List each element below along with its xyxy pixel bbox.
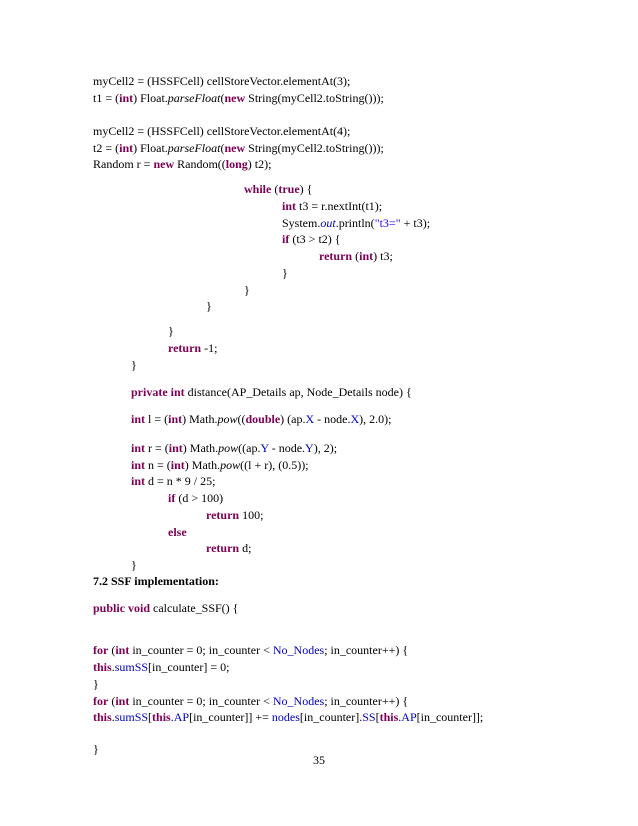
- code-token: .: [170, 710, 174, 724]
- code-line: [131, 441, 337, 456]
- code-token: long: [225, 157, 248, 171]
- code-token: ((ap.: [238, 441, 261, 455]
- code-token: ) (ap.: [280, 412, 306, 426]
- code-line: [282, 199, 382, 214]
- code-token: }: [131, 558, 137, 572]
- code-token: int: [119, 91, 134, 105]
- code-token: [in_counter].: [299, 710, 363, 724]
- code-token: t2 = (: [93, 141, 120, 155]
- code-line: [93, 601, 238, 616]
- code-token: (: [220, 91, 225, 105]
- code-token: public: [93, 601, 126, 615]
- code-token: myCell2 = (HSSFCell) cellStoreVector.elementAt(3);: [93, 74, 351, 88]
- code-line: [93, 677, 99, 692]
- code-line: [93, 124, 350, 139]
- code-token: ) {: [299, 182, 313, 196]
- code-token: AP: [173, 710, 190, 724]
- code-token: pow: [217, 412, 238, 426]
- code-line: [168, 525, 187, 540]
- code-token: }: [93, 677, 99, 691]
- code-line: [168, 491, 223, 506]
- code-token: Random((: [174, 157, 226, 171]
- code-line: [131, 474, 215, 489]
- code-token: d;: [239, 541, 252, 555]
- code-token: ((: [237, 412, 246, 426]
- code-token: SS: [362, 710, 376, 724]
- code-token: if: [168, 491, 176, 505]
- code-token: new: [224, 91, 246, 105]
- code-token: this: [152, 710, 171, 724]
- code-token: - node.: [268, 441, 306, 455]
- code-token: ) Math.: [184, 458, 221, 472]
- code-token: X: [305, 412, 315, 426]
- code-token: int: [119, 141, 134, 155]
- code-token: int: [170, 458, 185, 472]
- code-token: int: [131, 474, 146, 488]
- code-token: No_Nodes: [272, 694, 325, 708]
- code-token: Random r =: [93, 157, 154, 171]
- code-token: return: [206, 541, 240, 555]
- page-number: 35: [313, 753, 325, 767]
- code-token: nodes: [271, 710, 300, 724]
- code-token: pow: [220, 458, 241, 472]
- code-token: void: [128, 601, 151, 615]
- code-token: .: [111, 710, 115, 724]
- code-token: true: [278, 182, 300, 196]
- code-token: No_Nodes: [272, 643, 325, 657]
- code-token: myCell2 = (HSSFCell) cellStoreVector.elementAt(4);: [93, 124, 351, 138]
- code-token: ) Float.: [133, 141, 168, 155]
- code-token: }: [131, 358, 137, 372]
- code-token: return: [168, 341, 202, 355]
- code-line: [282, 216, 430, 231]
- code-line: [319, 249, 393, 264]
- code-token: int: [131, 412, 146, 426]
- code-token: return: [319, 249, 353, 263]
- code-token: [in_counter]];: [416, 710, 484, 724]
- code-token: ; in_counter++) {: [324, 694, 409, 708]
- code-token: in_counter = 0; in_counter <: [129, 643, 273, 657]
- code-token: [in_counter]] +=: [189, 710, 272, 724]
- code-token: }: [244, 283, 250, 297]
- code-token: String(myCell2.toString()));: [245, 141, 384, 155]
- code-token: - node.: [314, 412, 351, 426]
- code-line: [168, 341, 217, 356]
- code-token: int: [168, 441, 183, 455]
- code-token: ) Float.: [133, 91, 168, 105]
- code-line: [282, 232, 341, 247]
- code-token: Y: [305, 441, 314, 455]
- code-line: [244, 283, 250, 298]
- code-token: -1;: [201, 341, 218, 355]
- code-token: String(myCell2.toString()));: [245, 91, 384, 105]
- code-token: [: [148, 710, 153, 724]
- code-token: ), 2.0);: [359, 412, 392, 426]
- code-line: [206, 508, 263, 523]
- code-token: int: [115, 643, 130, 657]
- code-token: calculate_SSF() {: [150, 601, 239, 615]
- code-token: pow: [218, 441, 239, 455]
- code-token: int: [131, 441, 146, 455]
- code-token: ) t2);: [247, 157, 272, 171]
- code-token: else: [168, 525, 187, 539]
- code-token: int: [168, 412, 183, 426]
- code-token: private: [131, 385, 168, 399]
- code-token: (t3 > t2) {: [289, 232, 341, 246]
- code-line: [93, 643, 408, 658]
- code-token: .: [398, 710, 402, 724]
- code-token: 7.2 SSF implementation:: [93, 574, 219, 588]
- code-token: (: [108, 694, 116, 708]
- code-token: }: [282, 266, 288, 280]
- code-token: int: [131, 458, 146, 472]
- code-line: [93, 74, 350, 89]
- code-token: t1 = (: [93, 91, 120, 105]
- code-token: new: [224, 141, 246, 155]
- code-line: [206, 299, 212, 314]
- code-token: 100;: [239, 508, 264, 522]
- code-token: new: [153, 157, 175, 171]
- code-token: .: [111, 660, 115, 674]
- code-token: Y: [260, 441, 269, 455]
- code-token: this: [93, 660, 112, 674]
- code-token: [: [375, 710, 380, 724]
- code-line: [93, 141, 384, 156]
- code-token: int: [170, 385, 185, 399]
- code-line: [244, 182, 312, 197]
- code-line: [131, 458, 309, 473]
- code-token: return: [206, 508, 240, 522]
- code-token: (: [220, 141, 225, 155]
- code-token: ((l + r), (0.5));: [240, 458, 309, 472]
- code-line: [168, 324, 174, 339]
- code-token: double: [245, 412, 281, 426]
- code-token: d = n * 9 / 25;: [145, 474, 216, 488]
- code-token: out: [320, 216, 336, 230]
- code-line: [131, 558, 137, 573]
- code-token: in_counter = 0; in_counter <: [129, 694, 273, 708]
- section-heading: [93, 574, 219, 589]
- code-token: AP: [401, 710, 417, 724]
- code-token: ) t3;: [373, 249, 393, 263]
- code-token: int: [359, 249, 374, 263]
- code-token: ) Math.: [182, 412, 218, 426]
- code-token: }: [93, 742, 99, 756]
- code-token: + t3);: [400, 216, 431, 230]
- code-token: this: [379, 710, 399, 724]
- code-token: while: [244, 182, 272, 196]
- code-token: (: [271, 182, 279, 196]
- code-token: (: [108, 643, 116, 657]
- code-token: ), 2);: [313, 441, 338, 455]
- code-line: [93, 91, 384, 106]
- code-line: [282, 266, 288, 281]
- code-token: int: [115, 694, 130, 708]
- code-token: [in_counter] = 0;: [148, 660, 230, 674]
- code-token: (: [352, 249, 360, 263]
- code-line: [93, 694, 408, 709]
- code-token: sumSS: [114, 710, 149, 724]
- code-token: }: [206, 299, 212, 313]
- code-token: if: [282, 232, 290, 246]
- code-line: [93, 710, 483, 725]
- code-token: this: [93, 710, 112, 724]
- code-token: "t3=": [374, 216, 401, 230]
- code-token: parseFloat: [167, 91, 221, 105]
- code-token: (d > 100): [175, 491, 224, 505]
- code-token: int: [282, 199, 297, 213]
- code-token: sumSS: [114, 660, 149, 674]
- code-line: [206, 541, 251, 556]
- code-token: ) Math.: [182, 441, 219, 455]
- code-token: ; in_counter++) {: [324, 643, 409, 657]
- code-token: X: [350, 412, 360, 426]
- code-token: System.: [282, 216, 321, 230]
- code-line: [131, 412, 392, 427]
- code-token: n = (: [145, 458, 171, 472]
- code-token: l = (: [145, 412, 169, 426]
- code-token: .println(: [335, 216, 375, 230]
- code-line: [131, 358, 137, 373]
- code-line: [131, 385, 412, 400]
- code-token: for: [93, 643, 109, 657]
- code-token: distance(AP_Details ap, Node_Details node) {: [184, 385, 412, 399]
- code-token: }: [168, 324, 174, 338]
- code-line: [93, 660, 229, 675]
- code-token: r = (: [145, 441, 169, 455]
- code-token: t3 = r.nextInt(t1);: [296, 199, 383, 213]
- code-token: for: [93, 694, 109, 708]
- code-token: parseFloat: [167, 141, 221, 155]
- code-line: [93, 157, 271, 172]
